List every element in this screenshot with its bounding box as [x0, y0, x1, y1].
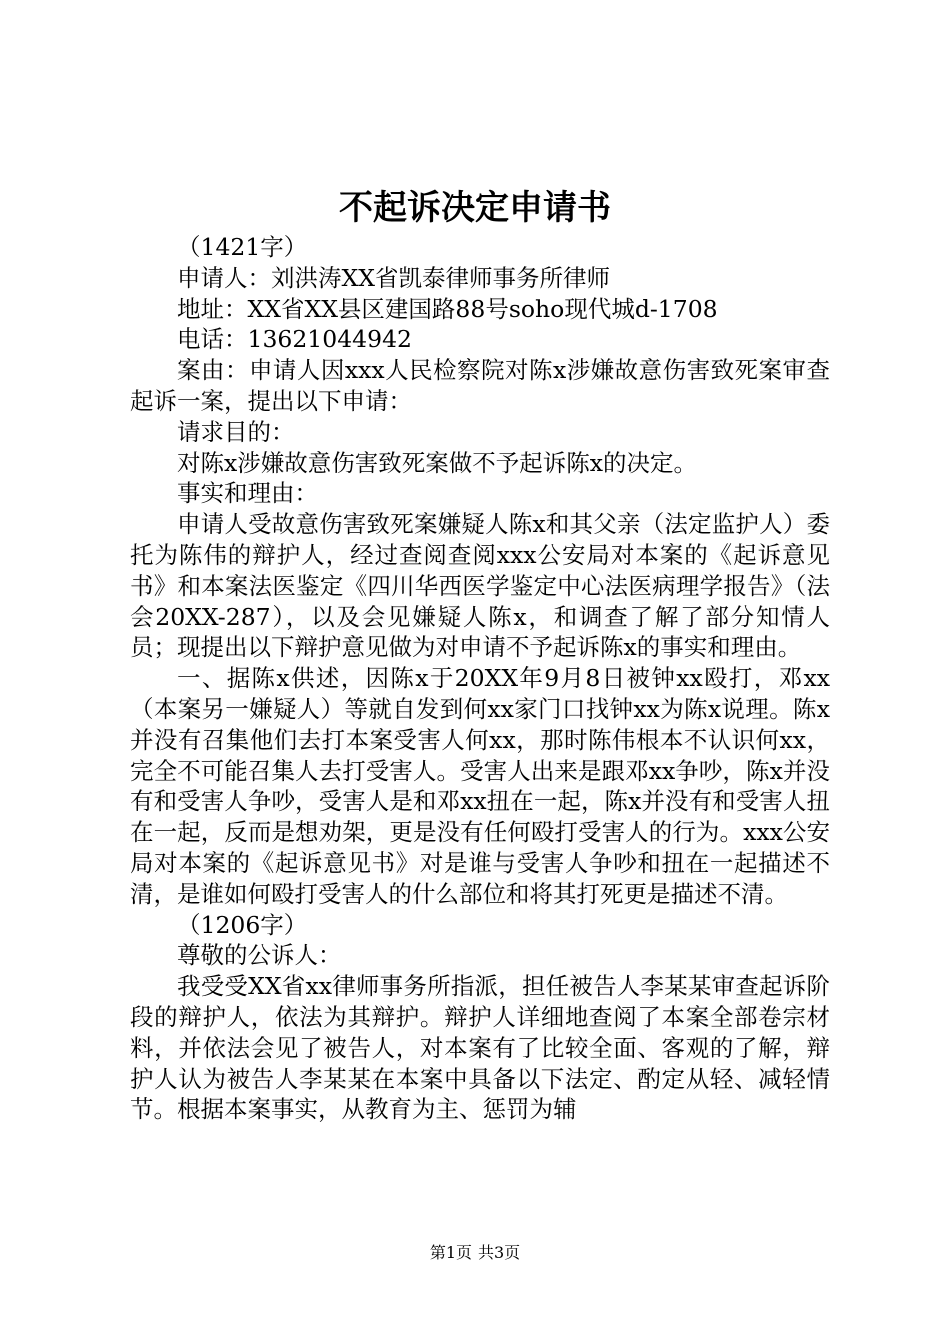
- phone-line: 电话：13621044942: [177, 325, 412, 354]
- defense-paragraph: 我受受XX省xx律师事务所指派，担任被告人李某某审查起诉阶段的辩护人，依法为其辩护。辩护人详细地查阅了本案全部卷宗材料，并依法会见了被告人，对本案有了比较全面、客观的了解，辩护人认为被告人李某某在本案中具备以下法定、酌定从轻、减轻情节。根据本案事实，从教育为主、惩罚为辅: [130, 972, 830, 1124]
- facts-heading: 事实和理由：: [177, 479, 318, 508]
- request-content: 对陈x涉嫌故意伤害致死案做不予起诉陈x的决定。: [177, 448, 698, 477]
- document-body: [130, 232, 830, 1125]
- facts-paragraph: 申请人受故意伤害致死案嫌疑人陈x和其父亲（法定监护人）委托为陈伟的辩护人，经过查阅查阅xxx公安局对本案的《起诉意见书》和本案法医鉴定《四川华西医学鉴定中心法医病理学报告》（法会20XX-287），以及会见嫌疑人陈x，和调查了解了部分知情人员；现提出以下辩护意见做为对申请不予起诉陈x的事实和理由。: [130, 510, 830, 662]
- document-title: 不起诉决定申请书: [339, 188, 611, 228]
- word-count-note-2: （1206字）: [177, 910, 308, 939]
- page-total: 共3页: [478, 1243, 521, 1262]
- word-count-note: （1421字）: [177, 233, 308, 261]
- applicant-line: 申请人：刘洪涛XX省凯泰律师事务所律师: [177, 263, 610, 292]
- point-one-paragraph: 一、据陈x供述，因陈x于20XX年9月8日被钟xx殴打，邓xx（本案另一嫌疑人）等就自发到何xx家门口找钟xx为陈x说理。陈x并没有召集他们去打本案受害人何xx，那时陈伟根本不认识何xx，完全不可能召集人去打受害人。受害人出来是跟邓xx争吵，陈x并没有和受害人争吵，受害人是和邓xx扭在一起，陈x并没有和受害人扭在一起，反而是想劝架，更是没有任何殴打受害人的行为。xxx公安局对本案的《起诉意见书》对是谁与受害人争吵和扭在一起描述不清，是谁如何殴打受害人的什么部位和将其打死更是描述不清。: [130, 664, 830, 908]
- page-number: 第1页: [429, 1243, 472, 1262]
- page-footer: [0, 1241, 950, 1265]
- request-heading: 请求目的：: [177, 417, 295, 446]
- address-line: 地址：XX省XX县区建国路88号soho现代城d-1708: [177, 294, 718, 323]
- case-cause-paragraph: 案由：申请人因xxx人民检察院对陈x涉嫌故意伤害致死案审查起诉一案，提出以下申请：: [130, 356, 830, 415]
- salutation: 尊敬的公诉人：: [177, 941, 342, 970]
